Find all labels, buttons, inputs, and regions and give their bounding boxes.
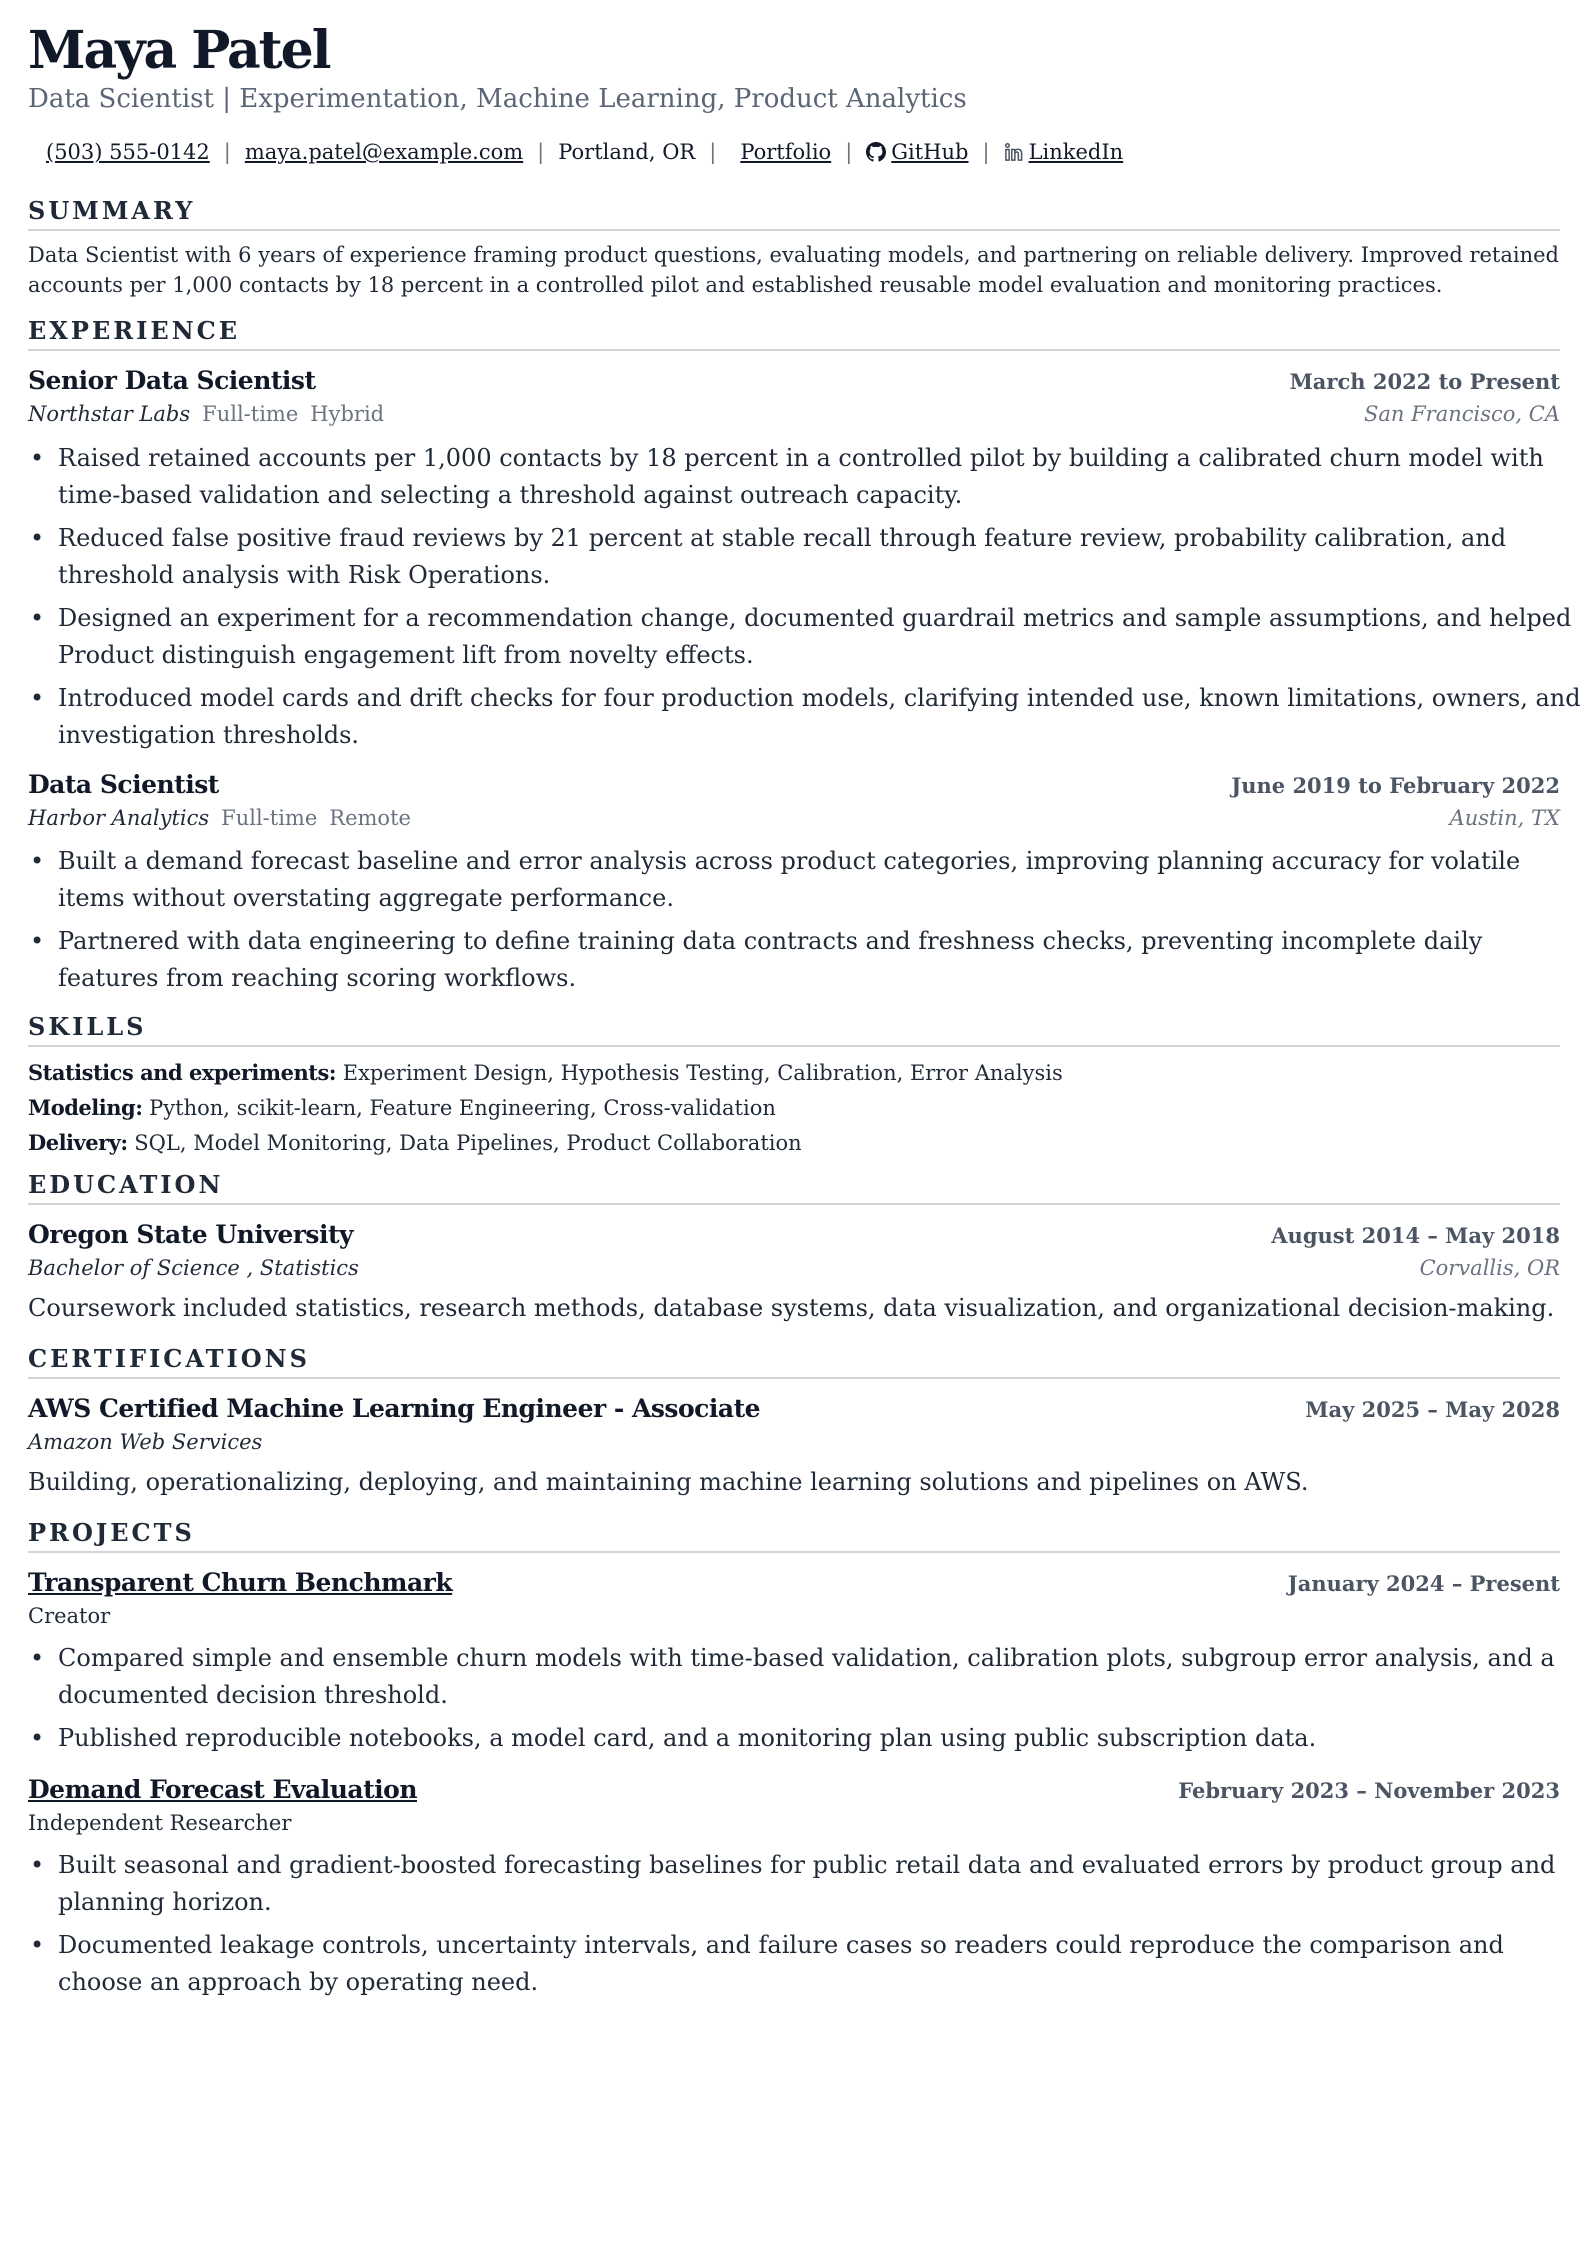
certification-name: AWS Certified Machine Learning Engineer - Associate: [28, 1394, 761, 1423]
list-item: • Built a demand forecast baseline and error analysis across product categories, improving planning accuracy for volatile items without overstating aggregate performance.: [58, 843, 1588, 917]
project-dates: February 2023 – November 2023: [1178, 1778, 1560, 1803]
job-header: [28, 366, 1560, 395]
work-mode: Remote: [329, 806, 411, 830]
certification-description: Building, operationalizing, deploying, and maintaining machine learning solutions and pipelines on AWS.: [28, 1468, 1309, 1496]
list-item: • Documented leakage controls, uncertainty intervals, and failure cases so readers could reproduce the comparison and choose an approach by operating need.: [58, 1927, 1588, 2001]
skill-group-label: Delivery:: [28, 1130, 128, 1155]
education-description: Coursework included statistics, research methods, database systems, data visualization, and organizational decision-making.: [28, 1294, 1555, 1322]
section-heading-summary: SUMMARY: [28, 196, 1560, 231]
job-title: Senior Data Scientist: [28, 366, 316, 395]
job-dates: June 2019 to February 2022: [1231, 773, 1560, 798]
project-header: [28, 1775, 1560, 1804]
skill-group-label: Statistics and experiments:: [28, 1060, 337, 1085]
divider: |: [845, 140, 853, 164]
work-mode: Hybrid: [310, 402, 385, 426]
list-item: • Raised retained accounts per 1,000 contacts by 18 percent in a controlled pilot by building a calibrated churn model with time-based validation and selecting a threshold against outreach capacity.: [58, 440, 1588, 514]
list-item: • Reduced false positive fraud reviews by 21 percent at stable recall through feature review, probability calibration, and threshold analysis with Risk Operations.: [58, 520, 1588, 594]
job-meta: [28, 402, 1560, 426]
candidate-name: Maya Patel: [28, 20, 330, 81]
company-name: Northstar Labs: [28, 402, 191, 426]
divider: |: [982, 140, 990, 164]
job-title: Data Scientist: [28, 770, 219, 799]
skill-group-items: Python, scikit-learn, Feature Engineering, Cross-validation: [149, 1096, 776, 1120]
section-heading-projects: PROJECTS: [28, 1518, 1560, 1553]
contact-bar: [46, 140, 1123, 164]
section-heading-education: EDUCATION: [28, 1170, 1560, 1205]
project-role: Independent Researcher: [28, 1811, 292, 1835]
employment-type: Full-time: [202, 402, 299, 426]
list-item: • Published reproducible notebooks, a model card, and a monitoring plan using public subscription data.: [58, 1720, 1588, 1757]
certification-dates: May 2025 – May 2028: [1305, 1397, 1560, 1422]
certification-header: [28, 1394, 1560, 1423]
job-bullets: [28, 843, 1588, 1003]
summary-text: Data Scientist with 6 years of experience framing product questions, evaluating models, and partnering on reliable delivery. Improved retained accounts per 1,000 contacts by 18 percent in a controlled pilot and established reusable model evaluation and monitoring practices.: [28, 243, 1559, 297]
candidate-title: Data Scientist | Experimentation, Machine Learning, Product Analytics: [28, 84, 967, 114]
list-item: • Introduced model cards and drift checks for four production models, clarifying intended use, known limitations, owners, and investigation thresholds.: [58, 680, 1588, 754]
list-item: • Designed an experiment for a recommendation change, documented guardrail metrics and sample assumptions, and helped Product distinguish engagement lift from novelty effects.: [58, 600, 1588, 674]
list-item: • Partnered with data engineering to define training data contracts and freshness checks, preventing incomplete daily features from reaching scoring workflows.: [58, 923, 1588, 997]
portfolio-link[interactable]: Portfolio: [740, 140, 832, 164]
education-location: Corvallis, OR: [1419, 1256, 1560, 1280]
project-link[interactable]: Transparent Churn Benchmark: [28, 1568, 453, 1597]
project-bullets: [28, 1640, 1588, 1763]
employment-type: Full-time: [221, 806, 318, 830]
location-text: Portland, OR: [558, 140, 696, 164]
skill-group-items: SQL, Model Monitoring, Data Pipelines, Product Collaboration: [134, 1131, 802, 1155]
skill-group-label: Modeling:: [28, 1095, 143, 1120]
github-icon: [866, 142, 886, 162]
list-item: • Compared simple and ensemble churn models with time-based validation, calibration plots, subgroup error analysis, and a documented decision threshold.: [58, 1640, 1588, 1714]
section-heading-certifications: CERTIFICATIONS: [28, 1344, 1560, 1379]
project-bullets: [28, 1847, 1588, 2007]
divider: |: [223, 140, 231, 164]
skill-group: [28, 1060, 1063, 1085]
education-header: [28, 1220, 1560, 1249]
job-header: [28, 770, 1560, 799]
linkedin-link[interactable]: LinkedIn: [1028, 140, 1124, 164]
education-meta: [28, 1256, 1560, 1280]
school-name: Oregon State University: [28, 1220, 354, 1249]
phone-link[interactable]: (503) 555-0142: [46, 140, 210, 164]
project-dates: January 2024 – Present: [1287, 1571, 1560, 1596]
job-location: San Francisco, CA: [1363, 402, 1560, 426]
education-dates: August 2014 – May 2018: [1271, 1223, 1560, 1248]
job-dates: March 2022 to Present: [1289, 369, 1560, 394]
section-heading-skills: SKILLS: [28, 1012, 1560, 1047]
divider: |: [709, 140, 717, 164]
certification-issuer: Amazon Web Services: [28, 1430, 263, 1454]
list-item: • Built seasonal and gradient-boosted forecasting baselines for public retail data and evaluated errors by product group and planning horizon.: [58, 1847, 1588, 1921]
divider: |: [537, 140, 545, 164]
job-location: Austin, TX: [1449, 806, 1560, 830]
skill-group: [28, 1130, 802, 1155]
email-link[interactable]: maya.patel@example.com: [244, 140, 524, 164]
job-bullets: [28, 440, 1588, 760]
degree: Bachelor of Science , Statistics: [28, 1256, 359, 1280]
skill-group: [28, 1095, 776, 1120]
job-meta: [28, 806, 1560, 830]
linkedin-icon: [1004, 142, 1024, 162]
project-role: Creator: [28, 1604, 111, 1628]
project-header: [28, 1568, 1560, 1597]
github-link[interactable]: GitHub: [891, 140, 969, 164]
project-link[interactable]: Demand Forecast Evaluation: [28, 1775, 418, 1804]
company-name: Harbor Analytics: [28, 806, 210, 830]
section-heading-experience: EXPERIENCE: [28, 316, 1560, 351]
skill-group-items: Experiment Design, Hypothesis Testing, Calibration, Error Analysis: [342, 1061, 1063, 1085]
